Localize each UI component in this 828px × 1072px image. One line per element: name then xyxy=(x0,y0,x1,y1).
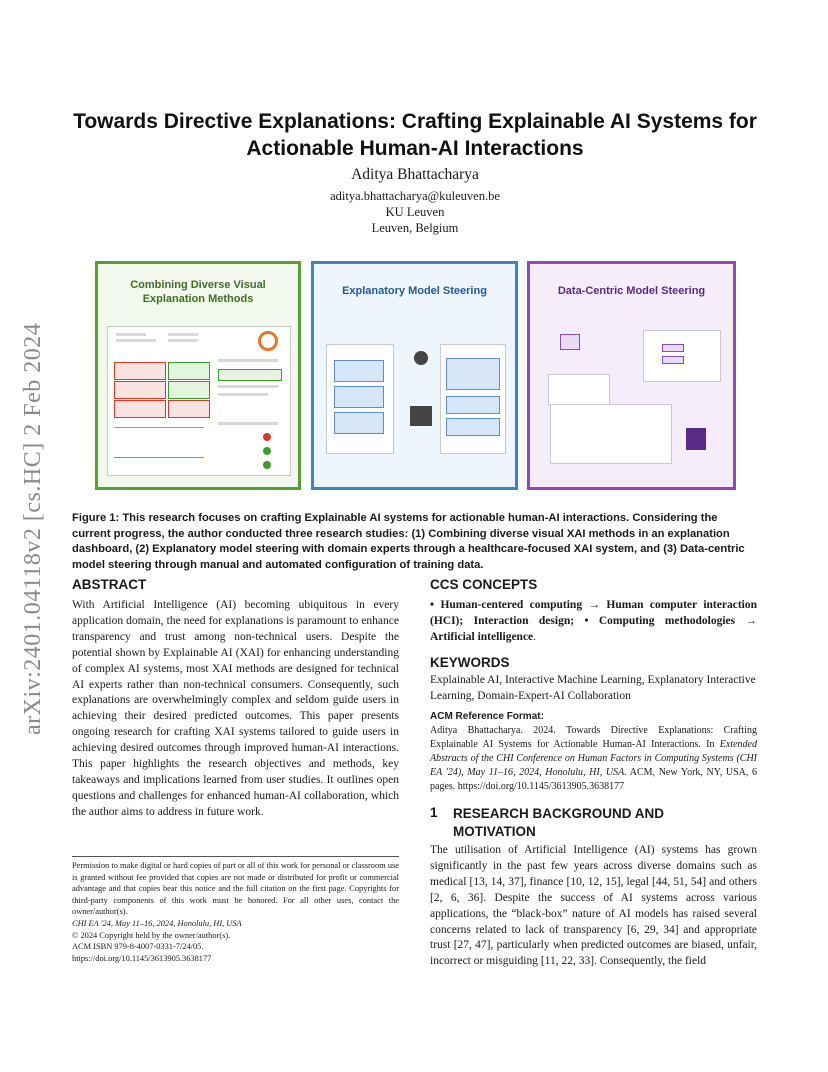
workflow-diagram-thumbnail xyxy=(538,324,726,474)
section-number: 1 xyxy=(430,805,438,820)
figure-panel-visual-explanations xyxy=(95,261,301,490)
author-institution: KU Leuven xyxy=(385,205,445,219)
figure-caption: Figure 1: This research focuses on crafting Explainable AI systems for actionable human-AI interactions. Considering the current progress, the author conducted three research studies: (1) Combining diverse visual XAI methods in an explanation dashboard, (2) Explanatory model steering with domain experts through a healthcare-focused XAI system, and (3) Data-centric model steering through manual and automated configuration of training data. xyxy=(72,512,745,571)
arxiv-identifier: arXiv:2401.04118v2 [cs.HC] 2 Feb 2024 xyxy=(20,322,46,735)
keywords-heading: KEYWORDS xyxy=(430,655,510,670)
figure-panel-data-centric xyxy=(527,261,736,490)
abstract-heading: ABSTRACT xyxy=(72,577,147,592)
author-location: Leuven, Belgium xyxy=(371,221,459,235)
abstract-text: With Artificial Intelligence (AI) becoming ubiquitous in every application domain, the need for explanations is paramount to enhance transparency and trust among non-technical users. Despite the potential shown by Explainable AI (XAI) for enhancing understanding of complex AI systems, most XAI methods are designed for technical AI experts rather than non-technical consumers. Consequently, such explanations are overwhelmingly complex and seldom guide users in achieving their desired predicted outcomes. This paper presents ongoing research for crafting XAI systems tailored to guide users in achieving desired outcomes through improved human-AI interactions. This paper highlights the research objectives and methods, key takeaways and implications learned from user studies. It outlines open questions and challenges for enhanced human-AI collaboration, which the author aims to address in future work. xyxy=(72,599,399,818)
section-heading: RESEARCH BACKGROUND AND MOTIVATION xyxy=(453,806,665,839)
copyright-footnote: Permission to make digital or hard copies of part or all of this work for personal or classroom use is granted without fee provided that copies are not made or distributed for profit or commercial advantage and that copies bear this notice and the full citation on the first page. Copyrights for third-party components of this work must be honored. For all other uses, contact the owner/author(s). CHI EA '24, May 11–16, 2024, Honolulu, HI, USA © 2024 Copyright held by the owner/author(s). ACM ISBN 979-8-4007-0331-7/24/05. https://doi.org/10.1145/3613905.3638177 xyxy=(72,861,399,963)
system-diagram-thumbnail xyxy=(322,326,508,476)
paper-title: Towards Directive Explanations: Crafting Explainable AI Systems for Actionable Human-AI Interactions xyxy=(73,110,757,160)
figure-panel-model-steering xyxy=(311,261,518,490)
author-email: aditya.bhattacharya@kuleuven.be xyxy=(330,189,500,203)
ccs-concepts: • Human-centered computing → Human computer interaction (HCI); Interaction design; • Computing methodologies → Artificial intelligence. xyxy=(430,599,757,643)
keywords-text: Explainable AI, Interactive Machine Learning, Explanatory Interactive Learning, Domain-Expert-AI Collaboration xyxy=(430,674,756,702)
acm-ref-heading: ACM Reference Format: xyxy=(430,711,544,722)
panel-title: Combining Diverse Visual Explanation Methods xyxy=(130,279,266,305)
section-body-text: The utilisation of Artificial Intelligence (AI) systems has grown significantly in the past few years across diverse domains such as medical [13, 14, 37], finance [10, 12, 15], legal [44, 51, 54] and others [2, 6, 36]. Despite the success of AI systems across various applications, the “black-box” nature of AI models has raised several concerns related to lack of transparency [6, 29, 34] and appropriate trust [27, 47], particularly when predicted outcomes are biased, unfair, incorrect or misguiding [11, 22, 33]. Consequently, the field xyxy=(430,844,757,968)
ccs-heading: CCS CONCEPTS xyxy=(430,577,538,592)
acm-reference: Aditya Bhattacharya. 2024. Towards Directive Explanations: Crafting Explainable AI Systems for Actionable Human-AI Interactions. In Extended Abstracts of the CHI Conference on Human Factors in Computing Systems (CHI EA '24), May 11–16, 2024, Honolulu, HI, USA. ACM, New York, NY, USA, 6 pages. https://doi.org/10.1145/3613905.3638177 xyxy=(430,725,757,792)
panel-title: Data-Centric Model Steering xyxy=(557,285,706,297)
footnote-divider xyxy=(72,856,399,857)
panel-title: Explanatory Model Steering xyxy=(342,285,487,297)
dashboard-thumbnail xyxy=(107,326,291,476)
author-name: Aditya Bhattacharya xyxy=(351,166,479,183)
